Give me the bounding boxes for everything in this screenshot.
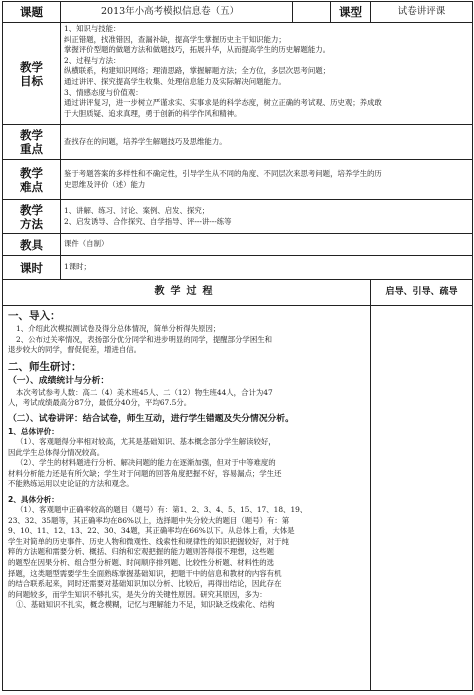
- overall-line: （2）、学生的材料题进行分析、解决问题的能力在逐渐加强，但对于中等难度的: [16, 458, 276, 468]
- overall-line: 因此学生总体得分情况较高。: [8, 447, 105, 457]
- overall-line: （1）、客观题得分率相对较高，尤其是基础知识、基本概念部分学生解读较好，: [16, 436, 276, 446]
- difficulty-label: 教学 难点: [3, 160, 61, 200]
- hours-content: 1课时；: [61, 256, 473, 280]
- detail-line: 的结合联系起来，同时还需要对基础知识加以分析、比较后，再得出结论，因此存在: [8, 579, 282, 589]
- goals-row: [3, 23, 473, 125]
- difficulty-content: 鉴于考题答案的多样性和不确定性，引导学生从不同的角度、不同层次来思考问题，培养学生的历 史思维及评价（述）能力: [61, 160, 473, 200]
- methods-row: [3, 200, 473, 234]
- hours-label: 课时: [3, 256, 61, 280]
- goal-line: 于大胆质疑、追求真理，勇于创新的科学作风和精神。: [64, 108, 242, 118]
- aids-row: [3, 234, 473, 256]
- focus-content: 查找存在的问题，培养学生解题技巧及思维能力。: [61, 125, 473, 160]
- detail-line: 9、10、11、12、13、22、30、34题，其正确率均在66%以下。从总体上看，大体是: [8, 526, 295, 536]
- detail-line: 的题型在因果分析、组合型分析题、时间顺序排列题、比较性分析题、材料性的选: [8, 557, 275, 567]
- process-side-notes: [371, 306, 473, 691]
- process-title: 教学过程: [3, 280, 371, 306]
- detail-line: 的问题较多，而学生知识不够扎实，是失分的关键性原因。研究其原因，多为：: [8, 589, 267, 599]
- goal-line: 通过讲评复习，进一步树立严谨求实、实事求是的科学态度，树立正确的考试观、历史观；养成敢: [64, 98, 382, 108]
- overall-heading: 1、总体评价：: [8, 426, 59, 436]
- discussion-heading: 二、师生研讨：: [8, 360, 82, 373]
- methods-label: 教学 方法: [3, 200, 61, 234]
- detail-line: （1）、客观题中正确率较高的题目（题号）有：第1、2、3、4、5、15、17、18、19、: [16, 504, 308, 514]
- detail-line: 学生对简单的历史事件、历史人物和微观性、线索性和规律性的知识把握较好，对于纯: [8, 536, 289, 546]
- goal-line: 1、知识与技能：: [64, 24, 121, 33]
- process-body-row: [3, 306, 473, 691]
- stats-line: 本次考试参考人数：高二（4）美术班45人、二（12）物生班44人，合计为47: [16, 387, 273, 397]
- goal-line: 掌握评价型题的做题方法和做题技巧，拓展升华，从而提高学生的历史解题能力。: [64, 45, 331, 55]
- process-side-title: 启导、引导、疏导: [371, 280, 473, 306]
- intro-heading: 一、导入：: [8, 310, 61, 322]
- intro-line: 退步较大的同学，督促促差，增进自信。: [8, 345, 142, 355]
- goal-line: 纵横联系，构建知识网络；理清思路，掌握解题方法；全方位，多层次思考问题；: [64, 66, 331, 76]
- course-title: 2013年小高考模拟信息卷（五）: [61, 2, 293, 23]
- type-label: 课型: [331, 2, 371, 23]
- goal-line: 2、过程与方法：: [64, 55, 121, 65]
- type-value: 试卷讲评课: [371, 2, 473, 23]
- focus-label: 教学 重点: [3, 125, 61, 160]
- aids-content: 课件（自制）: [61, 234, 473, 256]
- overall-line: 不能熟练运用以史论证的方法和观念。: [8, 479, 134, 489]
- focus-row: [3, 125, 473, 160]
- methods-content: 1、讲解、练习、讨论、案例、启发、探究； 2、启发诱导、合作探究、自学指导、评---讲---练等: [61, 200, 473, 234]
- goal-line: 纠正错题，找准错因，查漏补缺，提高学生掌握历史主干知识能力；: [64, 34, 286, 44]
- intro-line: 1、介绍此次模拟测试卷及得分总体情况，简单分析得失原因；: [16, 324, 221, 333]
- lesson-plan-table: [2, 1, 473, 691]
- header-spacer: [293, 2, 331, 23]
- detail-line: 粹的方法题和需要分析、概括、归纳和宏观把握的能力题则答得很不理想，这些题: [8, 547, 275, 557]
- difficulty-row: [3, 160, 473, 200]
- header-row: [3, 2, 473, 23]
- process-header-row: [3, 280, 473, 306]
- aids-label: 教具: [3, 234, 61, 256]
- detail-line: 择题，这类题型需要学生全面熟练掌握基础知识，把题干中的信息和教材的内容有机: [8, 568, 282, 578]
- hours-row: [3, 256, 473, 280]
- course-label: 课题: [3, 2, 61, 23]
- stats-heading: （一）、成绩统计与分析：: [8, 375, 110, 386]
- intro-line: 2、公布过关率情况，表扬部分优分同学和进步明显的同学，提醒部分学困生和: [16, 334, 272, 344]
- goals-label: 教学 目标: [3, 23, 61, 125]
- stats-line: 人，考试成绩最高分87分，最低分40分，平均67.5分。: [8, 398, 192, 408]
- detail-heading: 2、具体分析：: [8, 494, 59, 504]
- detail-line: ①、基础知识不扎实，概念模糊，记忆与理解能力不足，知识缺乏线索化、结构: [16, 600, 275, 610]
- review-heading: （二）、试卷讲评：结合试卷，师生互动，进行学生错题及失分情况分析。: [8, 413, 294, 424]
- detail-line: 23、32、35题等，其正确率均在86%以上，选择题中失分较大的题目（题号）有：第: [8, 515, 290, 525]
- process-content: [3, 306, 371, 691]
- goal-line: 通过讲评、探究提高学生收集、处理信息能力及实际解决问题能力。: [64, 76, 286, 86]
- overall-line: 材料分析能力还是有所欠缺；学生对于问题的回答角度把握不好，容易漏点；学生还: [8, 468, 282, 478]
- goals-content: [61, 23, 473, 125]
- goal-line: 3、情感态度与价值观：: [64, 87, 143, 97]
